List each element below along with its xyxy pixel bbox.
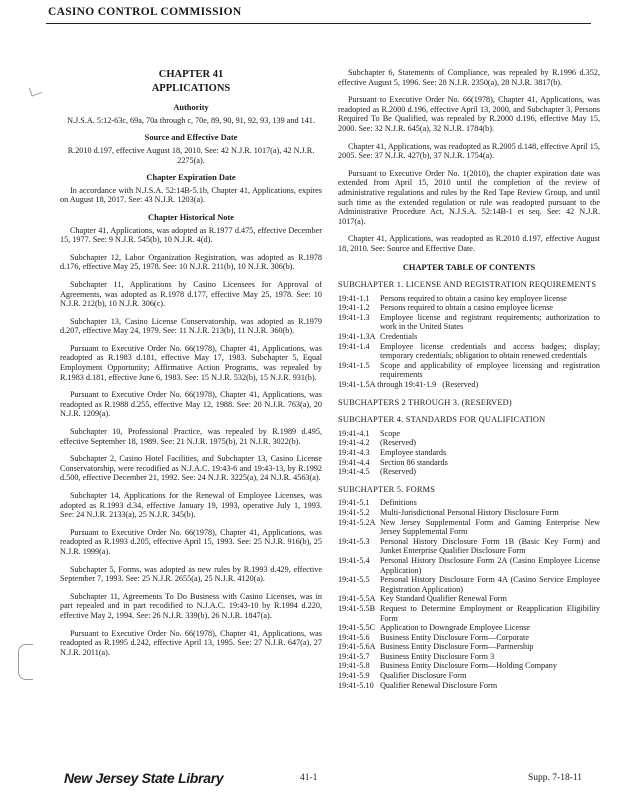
historical-note: Subchapter 2, Casino Hotel Facilities, and Subchapter 13, Casino License Conservatorship, were recodified as N.J.A.C. 19:43-6 and 19:43-13, by R.1992 d.500, effective December 21, 1992. See: 24 N.J.R. 3225(a), 24 N.J.R. 4563(a).: [60, 454, 322, 483]
section-number: 19:41-4.3: [338, 448, 370, 457]
page-footer: [0, 768, 618, 792]
section-title: Request to Determine Employment or Reapplication Eligibility Form: [380, 603, 600, 623]
historical-note: Subchapter 12, Labor Organization Registration, was adopted as R.1978 d.176, effective May 25, 1978. See: 10 N.J.R. 211(b), 10 N.J.R. 306(b).: [60, 252, 322, 272]
subchapters-2-3-title: SUBCHAPTERS 2 THROUGH 3. (RESERVED): [338, 397, 512, 407]
historical-note: Subchapter 13, Casino License Conservatorship, was adopted as R.1979 d.207, effective May 24, 1979. See: 11 N.J.R. 213(b), 11 N.J.R. 360(b).: [60, 316, 322, 336]
margin-bracket: [18, 644, 33, 680]
historical-note: Pursuant to Executive Order No. 66(1978), Chapter 41, Applications, was readopted as R.2000 d.196, effective April 13, 2000, and Subchapter 3, Persons Required To Be Qualified, was repealed by R.2000 d.196, effective May 15, 2000. See: 32 N.J.R. 645(a), 32 N.J.R. 1784(b).: [338, 95, 600, 133]
section-number: 19:41-5.6: [338, 632, 370, 642]
historical-notes-continued: [338, 68, 600, 254]
subchapter-5-sections: [338, 498, 600, 690]
toc-entry: [338, 642, 600, 652]
historical-note: Subchapter 10, Professional Practice, was repealed by R.1989 d.495, effective September 18, 1989. See: 21 N.J.R. 1975(b), 21 N.J.R. 3022(b).: [60, 427, 322, 446]
section-number: 19:41-5.8: [338, 661, 370, 671]
historical-note: Subchapter 5, Forms, was adopted as new rules by R.1993 d.429, effective September 7, 1993. See: 25 N.J.R. 2655(a), 25 N.J.R. 4120(a).: [60, 564, 322, 584]
page-number: 41-1: [300, 773, 318, 783]
toc-entry: [338, 633, 600, 643]
toc-entry: [338, 661, 600, 671]
left-column: [60, 66, 322, 665]
toc-entry: [338, 604, 600, 623]
historical-notes: [60, 226, 322, 658]
toc-entry: [338, 380, 600, 390]
historical-note: Chapter 41, Applications, was adopted as R.1977 d.475, effective December 15, 1977. See: 9 N.J.R. 545(b), 10 N.J.R. 4(d).: [60, 225, 322, 245]
right-column: [338, 68, 600, 694]
toc-entry: [338, 623, 600, 633]
expiration-text: In accordance with N.J.S.A. 52:14B-5.1b, Chapter 41, Applications, expires on August 18, 2017. See: 43 N.J.R. 1203(a).: [60, 185, 322, 205]
toc-entry: [338, 458, 600, 468]
page-header: CASINO CONTROL COMMISSION: [48, 6, 242, 18]
section-title: Section 86 standards: [380, 457, 448, 467]
section-title: Multi-Jurisdictional Personal History Disclosure Form: [380, 507, 559, 517]
historical-note: Chapter 41, Applications, was readopted as R.2010 d.197, effective August 18, 2010. See: Source and Effective Date.: [338, 234, 600, 253]
section-title: New Jersey Supplemental Form and Gaming Enterprise New Jersey Supplemental Form: [380, 517, 600, 537]
section-number: 19:41-4.2: [338, 438, 370, 448]
toc-entry: [338, 556, 600, 575]
section-title: Application to Downgrade Employee License: [380, 623, 531, 633]
section-number: 19:41-5.5A: [338, 594, 376, 604]
section-title: Persons required to obtain a casino employee license: [380, 303, 554, 313]
historical-note: Pursuant to Executive Order No. 1(2010), the chapter expiration date was extended from April 15, 2010 until the completion of the review of administrative regulations and rules by the Red Tape Review Group, and until such time as the extended regulation or rule was readopted pursuant to the Administrative Procedure Act, N.J.S.A. 52:14B-1 et seq. See: 42 N.J.R. 1017(a).: [338, 168, 600, 226]
toc-entry: [338, 342, 600, 361]
toc-entry: [338, 361, 600, 380]
toc-entry: [338, 537, 600, 556]
section-title: Personal History Disclosure Form 4A (Casino Service Employee Registration Application): [380, 575, 600, 594]
section-number: 19:41-1.3A: [338, 332, 376, 342]
historical-note: Pursuant to Executive Order No. 66(1978), Chapter 41, Applications, was readopted as R.1993 d.205, effective April 15, 1993. See: 25 N.J.R. 916(b), 25 N.J.R. 1999(a).: [60, 527, 322, 556]
historical-note: Pursuant to Executive Order No. 66(1978), Chapter 41, Applications, was readopted as R.1995 d.242, effective April 13, 1995. See: 27 N.J.R. 647(a), 27 N.J.R. 2011(a).: [60, 628, 322, 657]
section-title: Employee standards: [380, 448, 447, 457]
subchapter-1-title: SUBCHAPTER 1. LICENSE AND REGISTRATION REQUIREMENTS: [338, 280, 597, 290]
toc-entry: [338, 518, 600, 537]
section-title: Employee license and registrant requirements; authorization to work in the United States: [380, 312, 600, 332]
section-title: Persons required to obtain a casino key employee license: [380, 293, 567, 303]
section-title: (Reserved): [442, 380, 479, 390]
toc-entry: [338, 652, 600, 662]
section-number: 19:41-4.1: [338, 428, 370, 438]
section-title: Personal History Disclosure Form 1B (Basic Key Form) and Junket Enterprise Qualifier Disclosure Form: [380, 536, 600, 556]
section-number: 19:41-5.5C: [338, 623, 376, 633]
section-number: 19:41-5.1: [338, 498, 370, 508]
toc-entry: [338, 594, 600, 604]
subchapter-1-sections: [338, 294, 600, 390]
section-number: 19:41-4.5: [338, 467, 370, 477]
section-number: 19:41-5.6A: [338, 642, 376, 652]
section-number: 19:41-5.9: [338, 671, 370, 681]
toc-entry: [338, 294, 600, 304]
toc-entry: [338, 438, 600, 448]
section-title: (Reserved): [380, 438, 416, 448]
section-number: 19:41-1.1: [338, 293, 370, 303]
section-title: Business Entity Disclosure Form—Holding Company: [380, 661, 557, 671]
source-heading: Source and Effective Date: [144, 133, 238, 143]
historical-heading: Chapter Historical Note: [148, 212, 234, 222]
toc-entry: [338, 332, 600, 342]
historical-note: Subchapter 14, Applications for the Renewal of Employee Licenses, was adopted as R.1993 d.34, effective January 19, 1993, operative July 1, 1993. See: 24 N.J.R. 2133(a), 25 N.J.R. 345(b).: [60, 491, 322, 520]
toc-entry: [338, 575, 600, 594]
section-number: 19:41-4.4: [338, 457, 370, 467]
library-stamp: New Jersey State Library: [64, 770, 224, 786]
source-text: R.2010 d.197, effective August 18, 2010. See: 42 N.J.R. 1017(a), 42 N.J.R. 2275(a).: [67, 145, 315, 165]
supplement-date: Supp. 7-18-11: [528, 773, 583, 783]
section-number: 19:41-5.2A: [338, 517, 376, 527]
toc-entry: [338, 313, 600, 332]
historical-note: Pursuant to Executive Order No. 66(1978), Chapter 41, Applications, was readopted as R.1988 d.255, effective May 12, 1988. See: 20 N.J.R. 763(a), 20 N.J.R. 1209(a).: [60, 390, 322, 419]
toc-entry: [338, 498, 600, 508]
section-number: 19:41-1.2: [338, 303, 370, 313]
historical-note: Subchapter 6, Statements of Compliance, was repealed by R.1996 d.352, effective August 5, 1996. See: 28 N.J.R. 2350(a), 28 N.J.R. 3817(b).: [338, 68, 600, 87]
section-title: Credentials: [380, 332, 418, 342]
toc-entry: [338, 508, 600, 518]
section-title: Qualifier Disclosure Form: [380, 671, 467, 681]
chapter-number: CHAPTER 41: [158, 69, 224, 80]
section-title: Employee license credentials and access badges; display; temporary credentials; obligation to obtain renewed credentials: [380, 341, 600, 361]
historical-note: Pursuant to Executive Order No. 66(1978), Chapter 41, Applications, was readopted as R.1983 d.181, effective May 17, 1983. Subchapter 5, Equal Employment Opportunity; Affirmative Action Programs, was repealed by R.1983 d.181, effective June 6, 1983. See: 15 N.J.R. 532(b), 15 N.J.R. 931(b).: [60, 343, 322, 382]
section-title: Personal History Disclosure Form 2A (Casino Employee License Application): [380, 555, 600, 575]
section-title: Business Entity Disclosure Form—Corporate: [380, 632, 529, 642]
section-title: Definitions: [380, 498, 417, 508]
section-title: Business Entity Disclosure Form 3: [380, 651, 495, 661]
margin-mark: [29, 84, 42, 96]
historical-note: Subchapter 11, Applications by Casino Licensees for Approval of Agreements, was adopted as R.1978 d.177, effective May 25, 1978. See: 10 N.J.R. 212(b), 10 N.J.R. 306(c).: [60, 279, 322, 309]
authority-text: N.J.S.A. 5:12-63c, 69a, 70a through c, 70e, 89, 90, 91, 92, 93, 139 and 141.: [67, 115, 315, 125]
section-number: 19:41-5.5B: [338, 603, 376, 613]
section-number: 19:41-5.7: [338, 651, 370, 661]
toc-title: CHAPTER TABLE OF CONTENTS: [402, 262, 536, 272]
section-number: 19:41-5.4: [338, 555, 370, 565]
section-number: 19:41-1.5: [338, 360, 370, 370]
subchapter-5-title: SUBCHAPTER 5. FORMS: [338, 484, 436, 494]
authority-heading: Authority: [173, 103, 209, 113]
toc-entry: [338, 467, 600, 477]
section-number: 19:41-5.10: [338, 680, 374, 690]
expiration-heading: Chapter Expiration Date: [146, 173, 236, 183]
section-title: Scope: [380, 428, 401, 438]
header-rule: [46, 23, 591, 24]
section-number: 19:41-1.3: [338, 312, 370, 322]
historical-note: Chapter 41, Applications, was readopted as R.2005 d.148, effective April 15, 2005. See: 37 N.J.R. 427(b), 37 N.J.R. 1754(a).: [338, 141, 600, 161]
section-number: 19:41-5.3: [338, 536, 370, 546]
section-title: Qualifier Renewal Disclosure Form: [380, 680, 498, 690]
section-number: 19:41-5.2: [338, 507, 370, 517]
chapter-title: APPLICATIONS: [151, 82, 231, 94]
toc-entry: [338, 448, 600, 458]
section-number: 19:41-1.4: [338, 341, 370, 351]
historical-note: Subchapter 11, Agreements To Do Business with Casino Licenses, was in part repealed and in part recodified to N.J.A.C. 19:43-10 by R.1994 d.220, effective May 2, 1994. See: 26 N.J.R. 339(b), 26 N.J.R. 1847(a).: [60, 591, 322, 620]
section-number: 19:41-1.5A through 19:41-1.9: [338, 380, 437, 390]
section-title: Business Entity Disclosure Form—Partnership: [380, 642, 534, 652]
section-title: Key Standard Qualifier Renewal Form: [380, 594, 507, 604]
toc-entry: [338, 303, 600, 313]
section-number: 19:41-5.5: [338, 575, 370, 585]
subchapter-4-sections: [338, 429, 600, 477]
toc-entry: [338, 429, 600, 439]
toc-entry: [338, 681, 600, 691]
toc-entry: [338, 671, 600, 681]
section-title: Scope and applicability of employee licensing and registration requirements: [380, 360, 600, 380]
section-title: (Reserved): [380, 467, 416, 477]
subchapter-4-title: SUBCHAPTER 4. STANDARDS FOR QUALIFICATION: [338, 415, 546, 425]
